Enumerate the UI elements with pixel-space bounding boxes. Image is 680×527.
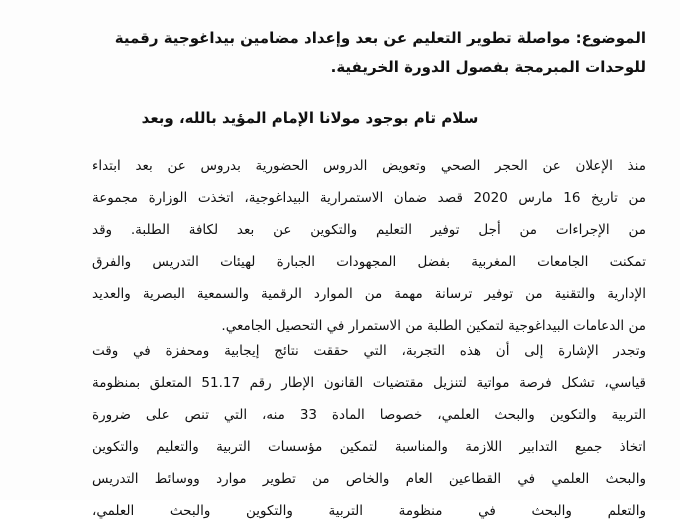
paragraph-2-line: قياسي، تشكل فرصة مواتية لتنزيل مقتضيات القانون الإطار رقم 51.17 المتعلق بمنظومة xyxy=(92,375,646,391)
greeting: سلام تام بوجود مولانا الإمام المؤيد بالله، وبعد xyxy=(141,109,479,127)
paragraph-1 xyxy=(92,150,646,342)
paragraph-2-line: اتخاذ جميع التدابير اللازمة والمناسبة لتمكين مؤسسات التربية والتعليم والتكوين xyxy=(92,439,646,455)
paragraph-1-line: من الدعامات البيداغوجية لتمكين الطلبة من الاستمرار في التحصيل الجامعي. xyxy=(221,318,646,334)
paragraph-1-line: من الإجراءات من أجل توفير التعليم والتكوين عن بعد لكافة الطلبة. وقد xyxy=(92,222,646,238)
paragraph-2-line: والتعلم والبحث في منظومة التربية والتكوين والبحث العلمي، xyxy=(92,503,646,519)
paragraph-2 xyxy=(92,335,646,527)
paragraph-2-line: التربية والتكوين والبحث العلمي، خصوصا المادة 33 منه، التي تنص على ضرورة xyxy=(92,407,647,423)
paragraph-1-line: الإدارية والتقنية من توفير ترسانة مهمة من الموارد الرقمية والسمعية البصرية والعديد xyxy=(92,286,646,302)
paragraph-1-line: تمكنت الجامعات المغربية بفضل المجهودات الجبارة لهيئات التدريس والفرق xyxy=(92,254,646,270)
paragraph-1-line: منذ الإعلان عن الحجر الصحي وتعويض الدروس الحضورية بدروس عن بعد ابتداء xyxy=(92,158,646,174)
paragraph-2-line: وتجدر الإشارة إلى أن هذه التجربة، التي حققت نتائج إيجابية ومحفزة في وقت xyxy=(92,343,646,359)
subject-text: مواصلة تطوير التعليم عن بعد وإعداد مضامين بيداغوجية رقمية للوحدات المبرمجة بفصول الدورة الخريفية. xyxy=(114,29,646,76)
subject-line xyxy=(80,24,646,82)
paragraph-2-line: والبحث العلمي في القطاعين العام والخاص من تطوير موارد ووسائط التدريس xyxy=(92,471,646,487)
subject-label: الموضوع: xyxy=(575,29,646,47)
paragraph-1-line: من تاريخ 16 مارس 2020 قصد ضمان الاستمرارية البيداغوجية، اتخذت الوزارة مجموعة xyxy=(92,190,646,206)
